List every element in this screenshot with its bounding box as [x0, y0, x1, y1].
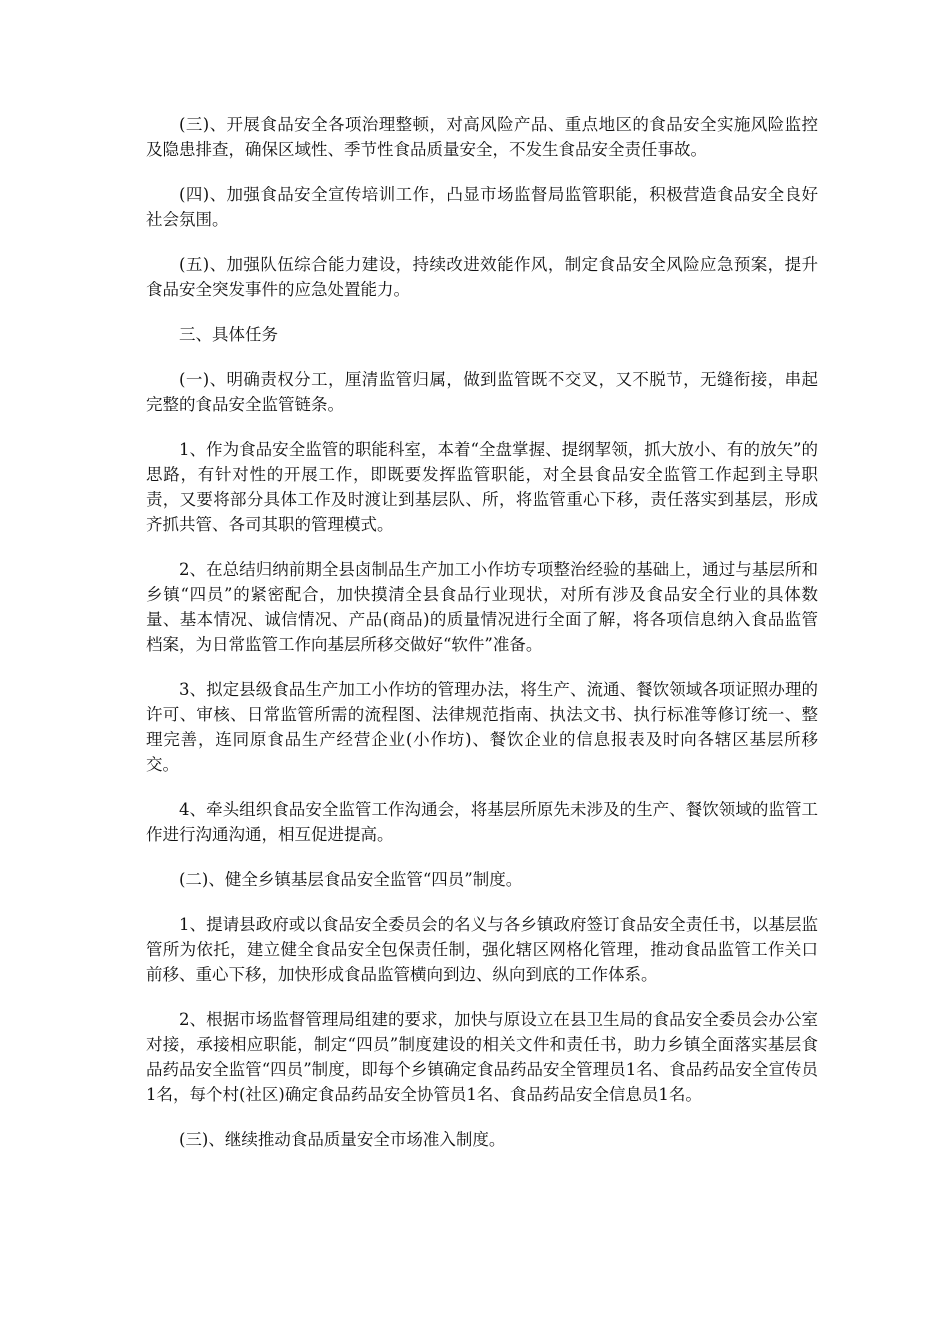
paragraph-task-2: (二)、健全乡镇基层食品安全监管“四员”制度。 [179, 870, 523, 889]
paragraph-section-4: (四)、加强食品安全宣传培训工作，凸显市场监督局监管职能，积极营造食品安全良好社会氛围。 [146, 185, 818, 229]
paragraph-task-2-item-2: 2、根据市场监督管理局组建的要求，加快与原设立在县卫生局的食品安全委员会办公室对接，承接相应职能，制定“四员”制度建设的相关文件和责任书，助力乡镇全面落实基层食品药品安全监管“四员”制度，即每个乡镇确定食品药品安全管理员1名、食品药品安全宣传员1名，每个村(社区)确定食品药品安全协管员1名、食品药品安全信息员1名。 [146, 1010, 818, 1104]
paragraph-task-3: (三)、继续推动食品质量安全市场准入制度。 [179, 1130, 506, 1149]
section-heading-specific-tasks: 三、具体任务 [179, 325, 278, 344]
document-body [146, 112, 818, 1172]
paragraph-task-1-item-2: 2、在总结归纳前期全县卤制品生产加工小作坊专项整治经验的基础上，通过与基层所和乡镇“四员”的紧密配合，加快摸清全县食品行业现状，对所有涉及食品安全行业的具体数量、基本情况、诚信情况、产品(商品)的质量情况进行全面了解，将各项信息纳入食品监管档案，为日常监管工作向基层所移交做好“软件”准备。 [146, 560, 818, 654]
paragraph-task-2-item-1: 1、提请县政府或以食品安全委员会的名义与各乡镇政府签订食品安全责任书，以基层监管所为依托，建立健全食品安全包保责任制，强化辖区网格化管理，推动食品监管工作关口前移、重心下移，加快形成食品监管横向到边、纵向到底的工作体系。 [146, 915, 818, 984]
paragraph-task-1: (一)、明确责权分工，厘清监管归属，做到监管既不交叉，又不脱节，无缝衔接，串起完整的食品安全监管链条。 [146, 370, 818, 414]
paragraph-task-1-item-1: 1、作为食品安全监管的职能科室，本着“全盘掌握、提纲挈领，抓大放小、有的放矢”的思路，有针对性的开展工作，即既要发挥监管职能，对全县食品安全监管工作起到主导职责，又要将部分具体工作及时渡让到基层队、所，将监管重心下移，责任落实到基层，形成齐抓共管、各司其职的管理模式。 [146, 440, 818, 534]
paragraph-task-1-item-3: 3、拟定县级食品生产加工小作坊的管理办法，将生产、流通、餐饮领域各项证照办理的许可、审核、日常监管所需的流程图、法律规范指南、执法文书、执行标准等修订统一、整理完善，连同原食品生产经营企业(小作坊)、餐饮企业的信息报表及时向各辖区基层所移交。 [146, 680, 818, 774]
paragraph-section-3: (三)、开展食品安全各项治理整顿，对高风险产品、重点地区的食品安全实施风险监控及隐患排查，确保区域性、季节性食品质量安全，不发生食品安全责任事故。 [146, 115, 818, 159]
paragraph-section-5: (五)、加强队伍综合能力建设，持续改进效能作风，制定食品安全风险应急预案，提升食品安全突发事件的应急处置能力。 [146, 255, 818, 299]
paragraph-task-1-item-4: 4、牵头组织食品安全监管工作沟通会，将基层所原先未涉及的生产、餐饮领域的监管工作进行沟通沟通，相互促进提高。 [146, 800, 818, 844]
